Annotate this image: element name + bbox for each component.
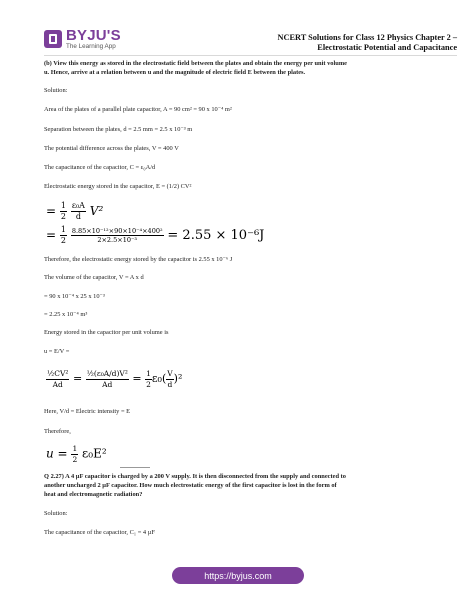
capacitance-text: The capacitance of the capacitor, C = ε₀A/d bbox=[44, 164, 156, 171]
equation-energy-line-1: = $\frac{1}{2}$ $\frac{\text{ε₀A}}{d}$ V² bbox=[46, 201, 104, 221]
header-line-1: NCERT Solutions for Class 12 Physics Chapter 2 – bbox=[277, 33, 457, 42]
here-text: Here, V/d = Electric intensity = E bbox=[44, 408, 131, 415]
energy-per-volume-text: Energy stored in the capacitor per unit volume is bbox=[44, 329, 169, 336]
byjus-logo bbox=[44, 28, 128, 50]
brand-tagline: The Learning App bbox=[66, 42, 116, 50]
area-text: Area of the plates of a parallel plate capacitor, A = 90 cm² = 90 x 10⁻⁴ m² bbox=[44, 106, 232, 113]
header-line-2: Electrostatic Potential and Capacitance bbox=[317, 43, 457, 52]
question-b-line-1: (b) View this energy as stored in the electrostatic field between the plates and obtain the energy per unit volume bbox=[44, 60, 347, 67]
brand-name: BYJU'S bbox=[66, 26, 121, 44]
question-b-line-2: u. Hence, arrive at a relation between u and the magnitude of electric field E between the plates. bbox=[44, 69, 306, 76]
potential-text: The potential difference across the plates, V = 400 V bbox=[44, 145, 179, 152]
page-header-title bbox=[277, 33, 457, 53]
cap1-text: The capacitance of the capacitor, C₁ = 4 µF bbox=[44, 529, 155, 536]
volume-result-text: = 2.25 x 10⁻⁴ m³ bbox=[44, 311, 88, 318]
solution-227-label: Solution: bbox=[44, 510, 68, 517]
question-227-line-3: heat and electromagnetic radiation? bbox=[44, 491, 143, 498]
equation-u-field: u = $\frac{1}{2}$ ε₀E² bbox=[46, 444, 107, 464]
question-227-line-2: another uncharged 2 µF capacitor. How much electrostatic energy of the first capacitor is lost in the form of bbox=[44, 482, 337, 489]
energy-formula-text: Electrostatic energy stored in the capacitor, E = (1/2) CV² bbox=[44, 183, 192, 190]
equation-energy-line-2: = $\frac{1}{2}$ $\frac{\text{8.85×10⁻¹²×90×10⁻⁴×400²}}{\text{2×2.5×10⁻³}}$ = 2.55 × 10⁻⁶J bbox=[46, 225, 265, 245]
volume-calc-text: = 90 x 10⁻⁴ x 25 x 10⁻³ bbox=[44, 293, 105, 300]
separation-text: Separation between the plates, d = 2.5 mm = 2.5 x 10⁻³ m bbox=[44, 126, 193, 133]
equation-underline bbox=[120, 467, 150, 468]
byjus-badge-icon bbox=[44, 30, 62, 48]
equation-energy-density: $\frac{\text{½CV²}}{Ad}$ = $\frac{\text{½(ε₀A/d)V²}}{Ad}$ = $\frac{1}{2}$ ε₀( $\frac{V}{d}$ )² bbox=[47, 369, 183, 389]
header-divider bbox=[44, 55, 457, 56]
question-227-line-1: Q 2.27) A 4 µF capacitor is charged by a 200 V supply. It is then disconnected from the supply and connected to bbox=[44, 473, 346, 480]
volume-text: The volume of the capacitor, V = A x d bbox=[44, 274, 144, 281]
footer-url-link[interactable]: https://byjus.com bbox=[172, 567, 304, 584]
therefore-energy-text: Therefore, the electrostatic energy stored by the capacitor is 2.55 x 10⁻⁶ J bbox=[44, 256, 233, 263]
therefore-text: Therefore, bbox=[44, 428, 71, 435]
u-definition-text: u = E/V = bbox=[44, 348, 70, 355]
solution-label: Solution: bbox=[44, 87, 68, 94]
